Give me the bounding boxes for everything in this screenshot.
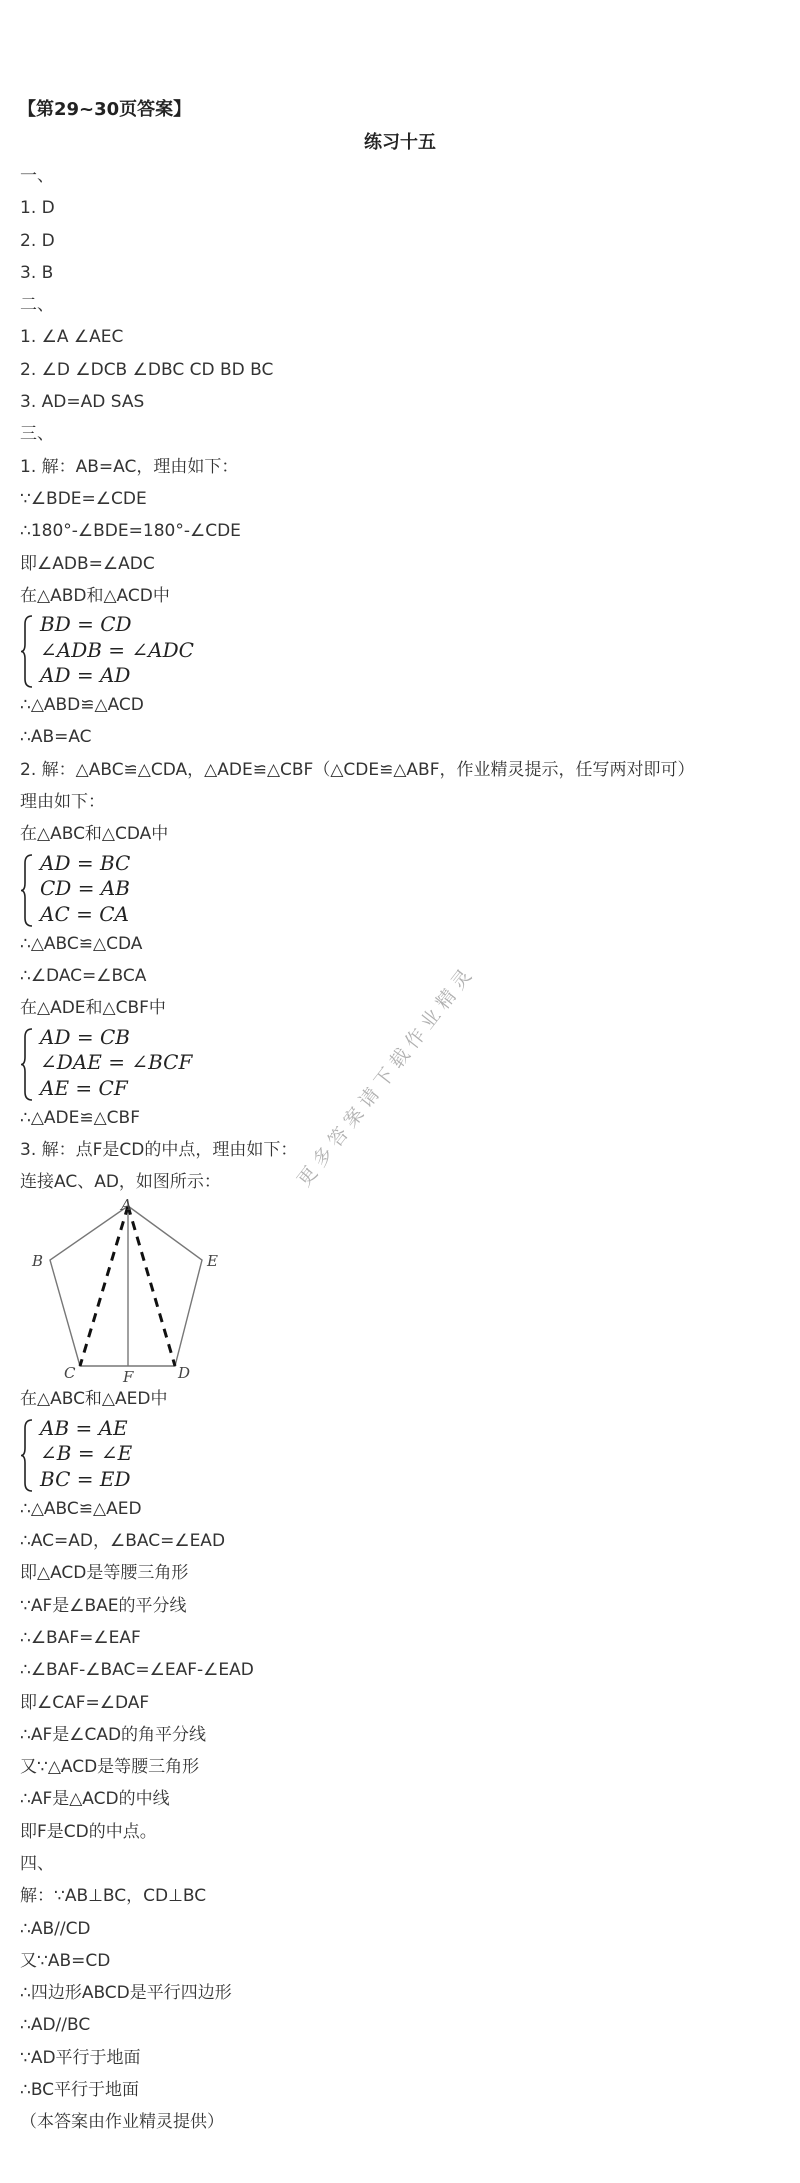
answer-line: 又∵△ACD是等腰三角形 — [20, 1757, 200, 1778]
equation-line: AD = AD — [40, 663, 131, 688]
answer-line: ∵AF是∠BAE的平分线 — [20, 1595, 187, 1616]
label-f: F — [123, 1368, 134, 1384]
answer-line: 在△ABD和△ACD中 — [20, 585, 170, 606]
answer-line: ∴∠BAF-∠BAC=∠EAF-∠EAD — [20, 1660, 254, 1681]
left-brace-icon — [20, 1418, 34, 1493]
answer-line: ∴AC=AD，∠BAC=∠EAD — [20, 1531, 226, 1552]
answer-line: 2. ∠D ∠DCB ∠DBC CD BD BC — [20, 359, 274, 380]
equation-line: ∠ADB = ∠ADC — [40, 637, 194, 662]
equation-line: AD = BC — [40, 850, 131, 875]
page-title: 练习十五 — [364, 132, 436, 153]
answer-line: ∴△ADE≌△CBF — [20, 1107, 140, 1128]
label-a: A — [121, 1198, 132, 1215]
answer-line: 在△ADE和△CBF中 — [20, 998, 166, 1019]
answer-line: ∴180°-∠BDE=180°-∠CDE — [20, 521, 241, 542]
answer-line: ∴△ABD≌△ACD — [20, 695, 144, 716]
pentagon-diagram — [20, 1198, 230, 1383]
answer-line: 1. 解：AB=AC，理由如下： — [20, 456, 239, 477]
answer-line: ∴四边形ABCD是平行四边形 — [20, 1983, 232, 2004]
equation-line: AC = CA — [40, 901, 129, 926]
pentagon-figure — [20, 1198, 230, 1383]
equation-system — [20, 614, 790, 689]
answer-line: 理由如下： — [20, 792, 105, 813]
label-c: C — [64, 1364, 76, 1383]
equation-line: ∠DAE = ∠BCF — [40, 1050, 193, 1075]
answer-line: 解：∵AB⊥BC，CD⊥BC — [20, 1886, 207, 1907]
answer-line: ∵AD平行于地面 — [20, 2047, 141, 2068]
left-brace-icon — [20, 614, 34, 689]
answer-line: ∴∠BAF=∠EAF — [20, 1627, 141, 1648]
segment-ac — [80, 1206, 128, 1366]
source-note: （本答案由作业精灵提供） — [20, 2112, 224, 2133]
answer-line: ∴△ABC≌△CDA — [20, 933, 143, 954]
page-header: 【第29~30页答案】 — [18, 99, 192, 120]
answer-line: 即∠CAF=∠DAF — [20, 1692, 150, 1713]
answer-line: ∴∠DAC=∠BCA — [20, 965, 147, 986]
equation-line: BD = CD — [40, 612, 132, 637]
answer-line: 1. ∠A ∠AEC — [20, 327, 124, 348]
answer-line: 在△ABC和△CDA中 — [20, 824, 169, 845]
left-brace-icon — [20, 1027, 34, 1102]
equation-line: ∠B = ∠E — [40, 1441, 133, 1466]
answer-content — [20, 160, 790, 2139]
answer-line: 3. B — [20, 262, 54, 283]
answer-line: 3. 解：点F是CD的中点，理由如下： — [20, 1139, 298, 1160]
answer-line: ∴AF是△ACD的中线 — [20, 1789, 170, 1810]
answer-line: ∴AB=AC — [20, 727, 92, 748]
answer-line: 3. AD=AD SAS — [20, 392, 145, 413]
answer-line: ∴BC平行于地面 — [20, 2080, 140, 2101]
equation-system — [20, 850, 790, 928]
pentagon-outline — [50, 1206, 202, 1366]
answer-line: 连接AC、AD，如图所示： — [20, 1172, 221, 1193]
equation-line: AE = CF — [40, 1075, 128, 1100]
equation-system — [20, 1415, 790, 1493]
equation-line: BC = ED — [40, 1466, 131, 1491]
section-label: 一、 — [20, 166, 54, 186]
answer-line: 即△ACD是等腰三角形 — [20, 1563, 189, 1584]
answer-line: 在△ABC和△AED中 — [20, 1389, 168, 1410]
answer-line: ∴△ABC≌△AED — [20, 1498, 142, 1519]
label-e: E — [207, 1252, 218, 1271]
answer-line: 又∵AB=CD — [20, 1950, 111, 1971]
equation-line: AB = AE — [40, 1415, 128, 1440]
label-d: D — [178, 1364, 191, 1383]
section-label: 三、 — [20, 424, 54, 445]
answer-line: 即∠ADB=∠ADC — [20, 553, 155, 574]
section-label: 二、 — [20, 295, 54, 316]
equation-line: CD = AB — [40, 876, 130, 901]
answer-line: 1. D — [20, 198, 55, 219]
watermark-text: 更多答案请下载作业精灵 — [293, 960, 480, 1192]
answer-line: ∴AF是∠CAD的角平分线 — [20, 1724, 207, 1745]
segment-ad — [128, 1206, 175, 1366]
section-label: 四、 — [20, 1853, 54, 1874]
answer-line: ∵∠BDE=∠CDE — [20, 488, 147, 509]
answer-line: 即F是CD的中点。 — [20, 1821, 157, 1842]
equation-line: AD = CB — [40, 1024, 130, 1049]
label-b: B — [32, 1252, 44, 1271]
answer-line: ∴AD//BC — [20, 2015, 91, 2036]
left-brace-icon — [20, 853, 34, 928]
answer-line: 2. 解：△ABC≌△CDA，△ADE≌△CBF（△CDE≌△ABF，作业精灵提示，任写两对即可） — [20, 759, 695, 780]
answer-line: ∴AB//CD — [20, 1918, 91, 1939]
answer-line: 2. D — [20, 230, 55, 251]
